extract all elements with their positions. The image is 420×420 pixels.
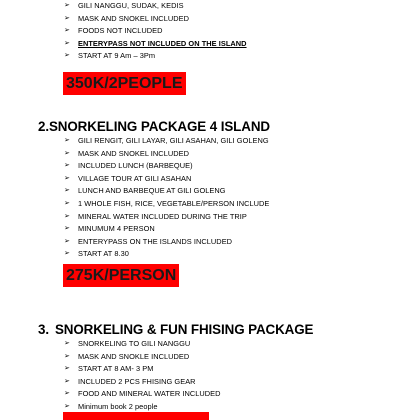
package2-list [64, 135, 269, 261]
arrow-bullet-icon: ➢ [64, 14, 70, 22]
list-item: ➢ START AT 9 Am – 3Pm [64, 50, 247, 63]
list-item: ➢ MASK AND SNOKLE INCLUDED [64, 351, 221, 364]
list-item: ➢ MASK AND SNOKEL INCLUDED [64, 148, 269, 161]
list-item: ➢ SNORKELING TO GILI NANGGU [64, 338, 221, 351]
arrow-bullet-icon: ➢ [64, 137, 70, 144]
package1-list [64, 0, 247, 63]
arrow-bullet-icon: ➢ [64, 402, 70, 410]
list-item: ➢ GILI RENGIT, GILI LAYAR, GILI ASAHAN, GILI GOLENG [64, 135, 269, 148]
arrow-bullet-icon: ➢ [64, 352, 70, 360]
list-item: ➢ START AT 8.30 [64, 248, 269, 261]
arrow-bullet-icon: ➢ [64, 187, 70, 195]
list-item: ➢ FOODS NOT INCLUDED [64, 25, 247, 38]
list-item: ➢ ENTERYPASS NOT INCLUDED ON THE ISLAND [64, 38, 247, 51]
arrow-bullet-icon: ➢ [64, 162, 70, 170]
list-item: ➢ MINUMUM 4 PERSON [64, 223, 269, 236]
list-item: ➢ INCLUDED LUNCH (BARBEQUE) [64, 160, 269, 173]
arrow-bullet-icon: ➢ [64, 2, 70, 9]
package2-price: 275K/PERSON [63, 264, 179, 287]
list-item: ➢ MASK AND SNOKEL INCLUDED [64, 13, 247, 26]
list-item: ➢ FOOD AND MINERAL WATER INCLUDED [64, 388, 221, 401]
arrow-bullet-icon: ➢ [64, 377, 70, 385]
package3-list [64, 338, 221, 414]
package3-price-box [63, 412, 209, 420]
arrow-bullet-icon: ➢ [64, 52, 70, 60]
arrow-bullet-icon: ➢ [64, 27, 70, 35]
arrow-bullet-icon: ➢ [64, 237, 70, 245]
arrow-bullet-icon: ➢ [64, 212, 70, 220]
package2-title: SNORKELING PACKAGE 4 ISLAND [48, 119, 270, 134]
arrow-bullet-icon: ➢ [64, 250, 70, 258]
arrow-bullet-icon: ➢ [64, 149, 70, 157]
arrow-bullet-icon: ➢ [64, 365, 70, 373]
list-item: ➢ VILLAGE TOUR AT GILI ASAHAN [64, 173, 269, 186]
arrow-bullet-icon: ➢ [64, 340, 70, 347]
arrow-bullet-icon: ➢ [64, 39, 70, 47]
arrow-bullet-icon: ➢ [64, 199, 70, 207]
package3-heading [38, 322, 313, 337]
package1-price: 350K/2PEOPLE [63, 72, 186, 95]
package3-number: 3. [38, 322, 49, 337]
list-item: ➢ INCLUDED 2 PCS FHISING GEAR [64, 376, 221, 389]
list-item: ➢ GILI NANGGU, SUDAK, KEDIS [64, 0, 247, 13]
arrow-bullet-icon: ➢ [64, 390, 70, 398]
list-item: ➢ Minimum book 2 people [64, 401, 221, 414]
arrow-bullet-icon: ➢ [64, 225, 70, 233]
arrow-bullet-icon: ➢ [64, 174, 70, 182]
list-item: ➢ START AT 8 AM- 3 PM [64, 363, 221, 376]
list-item: ➢ MINERAL WATER INCLUDED DURING THE TRIP [64, 211, 269, 224]
package3-title: SNORKELING & FUN FHISING PACKAGE [54, 322, 314, 337]
package2-heading [38, 119, 270, 134]
list-item: ➢ ENTERYPASS ON THE ISLANDS INCLUDED [64, 236, 269, 249]
list-item: ➢ 1 WHOLE FISH, RICE, VEGETABLE/PERSON INCLUDE [64, 198, 269, 211]
list-item: ➢ LUNCH AND BARBEQUE AT GILI GOLENG [64, 185, 269, 198]
package2-number: 2. [38, 119, 49, 134]
